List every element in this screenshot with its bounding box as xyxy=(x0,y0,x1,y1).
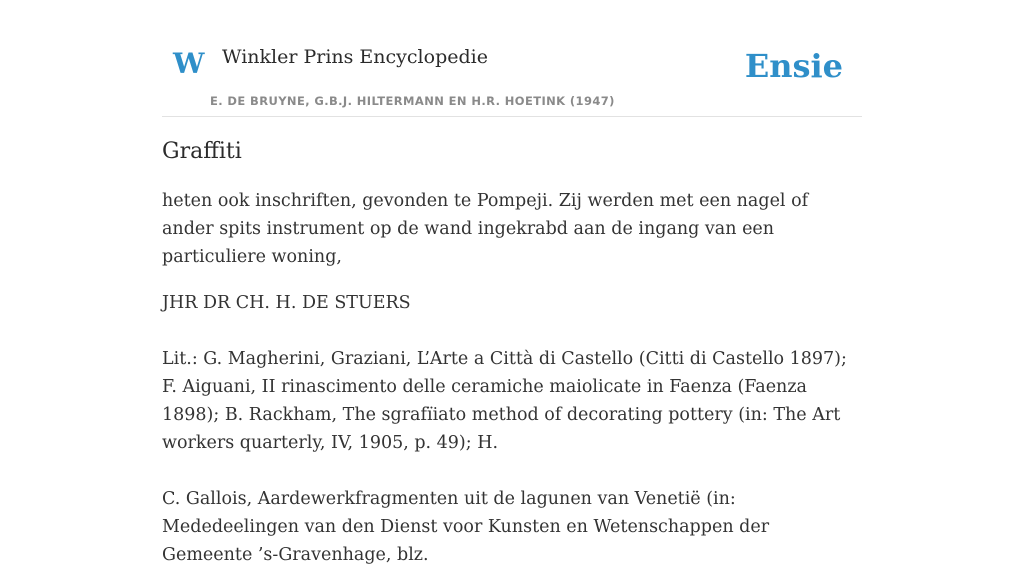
article-literature-continued: C. Gallois, Aardewerkfragmenten uit de lagunen van Venetië (in: Mededeelingen van den Dienst voor Kunsten en Wetenschappen der Gemeente ’s-Gravenhage, blz. xyxy=(162,488,770,565)
site-title-link[interactable]: Winkler Prins Encyclopedie xyxy=(222,46,488,68)
site-header xyxy=(162,0,862,117)
article-literature: Lit.: G. Magherini, Graziani, L’Arte a Città di Castello (Citti di Castello 1897); F. Aiguani, II rinascimento delle ceramiche maiolicate in Faenza (Faenza 1898); B. Rackham, The sgrafïiato method of decorating pottery (in: The Art workers quarterly, IV, 1905, p. 49); H. xyxy=(162,348,847,453)
w-logo-icon[interactable]: W xyxy=(173,47,205,80)
article-author: JHR DR CH. H. DE STUERS xyxy=(162,292,411,313)
ensie-logo-link[interactable]: Ensie xyxy=(744,47,843,85)
article-body xyxy=(162,138,862,587)
article-paragraph-intro: heten ook inschriften, gevonden te Pompeji. Zij werden met een nagel of ander spits instrument op de wand ingekrabd aan de ingang van een particuliere woning, xyxy=(162,190,809,267)
article-title: Graffiti xyxy=(162,139,242,164)
authors-subtitle: E. DE BRUYNE, G.B.J. HILTERMANN EN H.R. HOETINK (1947) xyxy=(210,94,615,108)
